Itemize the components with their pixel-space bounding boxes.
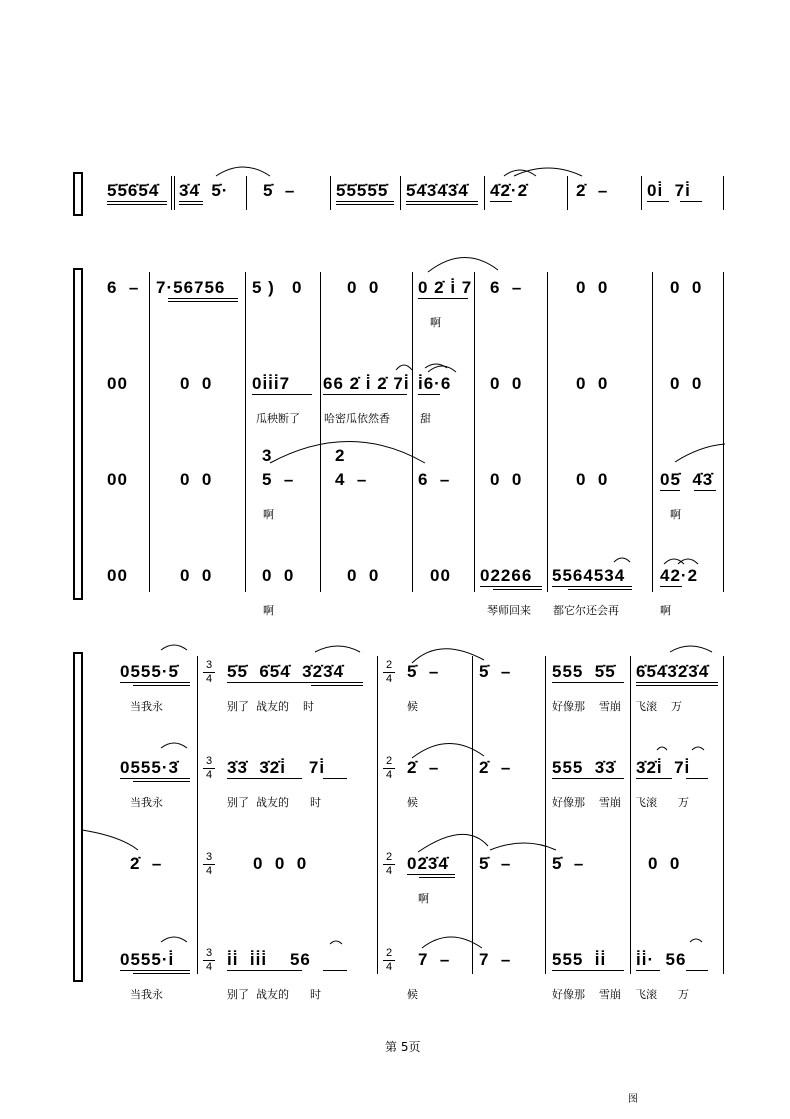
measure: 0 2̇ i̇ 7 (418, 278, 473, 297)
lyric: 候 (407, 700, 418, 713)
measure: 7 – (479, 950, 512, 969)
lyric: 别了 战友的 时 (227, 796, 321, 809)
measure: 0 0 (180, 566, 213, 585)
measure: 555 3̇3̇ (552, 758, 616, 777)
lyric: 当我永 (130, 796, 163, 809)
lyric: 好像那 雪崩 飞滚 万 (552, 796, 689, 809)
measure: 3̇3̇ 3̇2̇i̇ 7i̇ (227, 758, 326, 777)
measure: 5̇ – (263, 181, 296, 200)
measure: 0 0 (347, 278, 380, 297)
time-signature: 3 4 (203, 756, 215, 781)
measure: 0 0 (648, 854, 681, 873)
measure: 00 (107, 470, 128, 489)
slur (412, 649, 484, 663)
measure: 6̇5̇4̇3̇2̇3̇4̇ (636, 662, 710, 681)
lyric: 候 (407, 796, 418, 809)
measure: 5̇ – (479, 662, 512, 681)
measure: 0 0 (670, 374, 703, 393)
measure: 0 0 (262, 566, 295, 585)
slur (678, 559, 698, 564)
lyric: 当我永 (130, 700, 163, 713)
slur (330, 941, 342, 944)
measure: 0555·3̇ (120, 758, 179, 777)
lyric: 哈密瓜依然香 (324, 412, 390, 425)
measure: 0555·i̇ (120, 950, 175, 969)
measure: 555 5̇5̇ (552, 662, 616, 681)
measure: 3̇4̇ 5̇· (179, 181, 229, 200)
lyric: 别了 战友的 时 (227, 988, 321, 1001)
measure: 5 – (262, 470, 295, 489)
measure: 02̇3̇4̇ (407, 854, 449, 873)
measure: 0 0 (576, 278, 609, 297)
lyric: 好像那 雪崩 飞滚 万 (552, 700, 682, 713)
measure: 555 i̇i̇ (552, 950, 607, 969)
measure: 6 – (490, 278, 523, 297)
slur (514, 168, 582, 176)
lyric: 甜 (420, 412, 431, 425)
lyric: 都它尔还会再 (553, 604, 619, 617)
slur (490, 843, 556, 850)
measure: 5564534 (552, 566, 626, 585)
measure: 0 0 (180, 374, 213, 393)
measure: 6 – (107, 278, 140, 297)
lyric: 瓜秧断了 (256, 412, 300, 425)
time-signature: 3 4 (203, 948, 215, 973)
measure: 5̇ – (552, 854, 585, 873)
measure: 0 0 (576, 470, 609, 489)
slur (270, 442, 425, 464)
slur (161, 937, 187, 942)
measure: i̇6·6 (418, 374, 452, 393)
slur (692, 747, 704, 750)
measure: 4 – (335, 470, 368, 489)
lyric: 啊 (418, 892, 429, 905)
measure: 0555·5̇ (120, 662, 179, 681)
measure: 5̇5̇ 6̇5̇4̇ 3̇2̇3̇4̇ (227, 662, 344, 681)
lyric: 啊 (670, 508, 681, 521)
slur (675, 444, 725, 462)
time-signature: 2 4 (383, 852, 395, 877)
slur (422, 937, 482, 948)
slur (412, 743, 484, 758)
measure: 66 2̇ i̇ 2̇ 7i̇ (323, 374, 410, 393)
lyric: 好像那 雪崩 飞滚 万 (552, 988, 689, 1001)
slur (161, 645, 187, 650)
measure: 0 0 (670, 278, 703, 297)
measure: 0i̇i̇i̇7 (252, 374, 291, 393)
measure: 0 0 (180, 470, 213, 489)
slur (670, 646, 712, 652)
measure: 2̇ – (130, 854, 163, 873)
lyric: 当我永 (130, 988, 163, 1001)
measure: 2̇ – (407, 758, 440, 777)
measure: 5̇ – (407, 662, 440, 681)
measure: 02266 (480, 566, 533, 585)
measure: 0i̇ 7i̇ (647, 181, 691, 200)
slur (614, 558, 630, 562)
upper-note: 2 (335, 446, 346, 465)
upper-note: 3 (262, 446, 273, 465)
slur (82, 830, 138, 850)
slur (690, 939, 702, 942)
measure: i̇i̇ i̇i̇i̇ 56 (227, 950, 311, 969)
measure: 00 (107, 566, 128, 585)
time-signature: 2 4 (383, 660, 395, 685)
slur (428, 366, 456, 372)
lyric: 啊 (430, 316, 441, 329)
lyric: 啊 (263, 604, 274, 617)
measure: 0 0 (347, 566, 380, 585)
time-signature: 2 4 (383, 756, 395, 781)
slur (657, 747, 667, 750)
lyric: 琴师回来 (487, 604, 531, 617)
measure: 00 (107, 374, 128, 393)
slur (216, 167, 270, 176)
lyric: 候 (407, 988, 418, 1001)
measure: 6 – (418, 470, 451, 489)
lyric: 啊 (263, 508, 274, 521)
slur (315, 646, 360, 652)
lyric: 别了 战友的 时 (227, 700, 314, 713)
measure: 5̇ – (479, 854, 512, 873)
measure: 00 (430, 566, 451, 585)
measure: 7·56756 (156, 278, 226, 297)
measure: 3̇2̇i̇ 7i̇ (636, 758, 691, 777)
slur (396, 365, 412, 370)
time-signature: 3 4 (203, 660, 215, 685)
measure: 7 – (418, 950, 451, 969)
measure: 5̇5̇5̇5̇5̇ (336, 181, 389, 200)
measure: 5̇4̇3̇4̇3̇4̇ (406, 181, 469, 200)
measure: 0 0 (576, 374, 609, 393)
time-signature: 2 4 (383, 948, 395, 973)
slur (428, 257, 498, 272)
measure: 4̇2̇·2̇ (490, 181, 529, 200)
slur (418, 834, 488, 852)
measure: 42·2 (660, 566, 699, 585)
measure: 5̇5̇6̇5̇4̇ (107, 181, 160, 200)
measure: 5 ) 0 (252, 278, 303, 297)
measure: i̇i̇· 56 (636, 950, 687, 969)
measure: 05̇ 4̇3̇ (660, 470, 714, 489)
slur (161, 743, 187, 748)
page-number: 第 5页 (385, 1040, 421, 1054)
lyric: 啊 (660, 604, 671, 617)
measure: 2̇ – (576, 181, 609, 200)
measure: 0 0 0 (253, 854, 308, 873)
measure: 2̇ – (479, 758, 512, 777)
time-signature: 3 4 (203, 852, 215, 877)
measure: 0 0 (490, 470, 523, 489)
corner-mark: 图 (628, 1094, 638, 1105)
measure: 0 0 (490, 374, 523, 393)
